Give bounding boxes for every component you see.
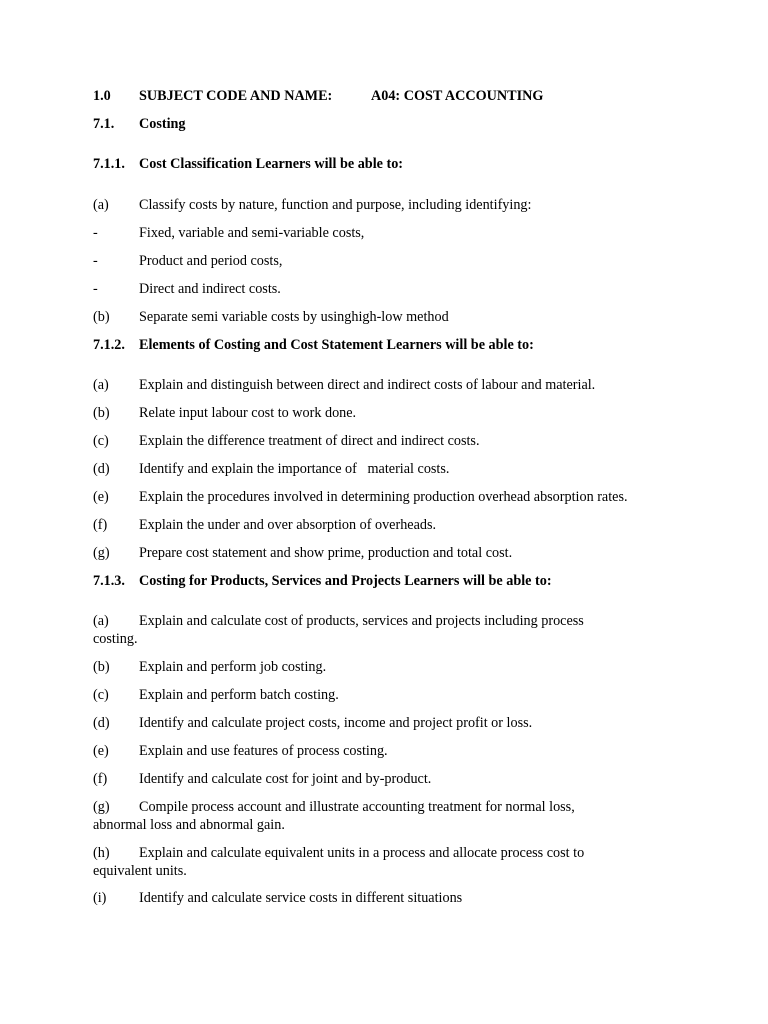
item-marker: (g)	[93, 545, 110, 561]
item-marker: (a)	[93, 377, 109, 393]
item-text: Explain the difference treatment of direct and indirect costs.	[139, 433, 480, 449]
item-marker: (g)	[93, 799, 110, 815]
item-marker: -	[93, 225, 98, 241]
item-text: Identify and calculate project costs, income and project profit or loss.	[139, 715, 533, 731]
subsection-number: 7.1.1.	[93, 156, 125, 172]
header-label: SUBJECT CODE AND NAME:	[139, 88, 333, 104]
item-continuation-text: costing.	[93, 631, 138, 647]
item-text: Explain and calculate equivalent units in a process and allocate process cost to	[139, 845, 585, 861]
item-text: Classify costs by nature, function and purpose, including identifying:	[139, 197, 532, 213]
item-marker: (d)	[93, 461, 110, 477]
item-continuation-text: abnormal loss and abnormal gain.	[93, 817, 285, 833]
item-marker: (b)	[93, 405, 110, 421]
item-text: Explain and perform batch costing.	[139, 687, 339, 703]
item-marker: (i)	[93, 890, 107, 906]
item-text: Identify and explain the importance of material costs.	[139, 461, 450, 477]
item-text: Explain and perform job costing.	[139, 659, 327, 675]
item-text: Identify and calculate cost for joint and by-product.	[139, 771, 432, 787]
item-marker: (a)	[93, 613, 109, 629]
section-title: Costing	[139, 116, 186, 132]
item-text: Explain and calculate cost of products, services and projects including process	[139, 613, 584, 629]
item-marker: (e)	[93, 743, 109, 759]
item-marker: (f)	[93, 771, 108, 787]
item-marker: -	[93, 253, 98, 269]
item-text: Explain the procedures involved in determining production overhead absorption rates.	[139, 489, 628, 505]
item-marker: (f)	[93, 517, 108, 533]
item-marker: (d)	[93, 715, 110, 731]
item-marker: (b)	[93, 309, 110, 325]
item-continuation-text: equivalent units.	[93, 863, 187, 879]
item-text: Explain and distinguish between direct and indirect costs of labour and material.	[139, 377, 596, 393]
item-marker: -	[93, 281, 98, 297]
subject-name: A04: COST ACCOUNTING	[371, 88, 544, 104]
item-text: Explain and use features of process costing.	[139, 743, 388, 759]
item-text: Compile process account and illustrate accounting treatment for normal loss,	[139, 799, 575, 815]
item-marker: (c)	[93, 433, 109, 449]
subsection-number: 7.1.3.	[93, 573, 125, 589]
item-text: Prepare cost statement and show prime, production and total cost.	[139, 545, 513, 561]
item-marker: (h)	[93, 845, 110, 861]
subsection-title: Costing for Products, Services and Projects Learners will be able to:	[139, 573, 552, 589]
item-marker: (e)	[93, 489, 109, 505]
item-marker: (a)	[93, 197, 109, 213]
item-marker: (b)	[93, 659, 110, 675]
section-number: 7.1.	[93, 116, 115, 132]
subsection-title: Elements of Costing and Cost Statement Learners will be able to:	[139, 337, 534, 353]
item-text: Fixed, variable and semi-variable costs,	[139, 225, 365, 241]
item-text: Explain the under and over absorption of overheads.	[139, 517, 437, 533]
header-number: 1.0	[93, 88, 111, 104]
item-text: Identify and calculate service costs in different situations	[139, 890, 463, 906]
item-text: Separate semi variable costs by usinghigh-low method	[139, 309, 449, 325]
subsection-number: 7.1.2.	[93, 337, 125, 353]
item-text: Relate input labour cost to work done.	[139, 405, 357, 421]
item-text: Direct and indirect costs.	[139, 281, 281, 297]
item-text: Product and period costs,	[139, 253, 283, 269]
subsection-title: Cost Classification Learners will be able to:	[139, 156, 404, 172]
item-marker: (c)	[93, 687, 109, 703]
